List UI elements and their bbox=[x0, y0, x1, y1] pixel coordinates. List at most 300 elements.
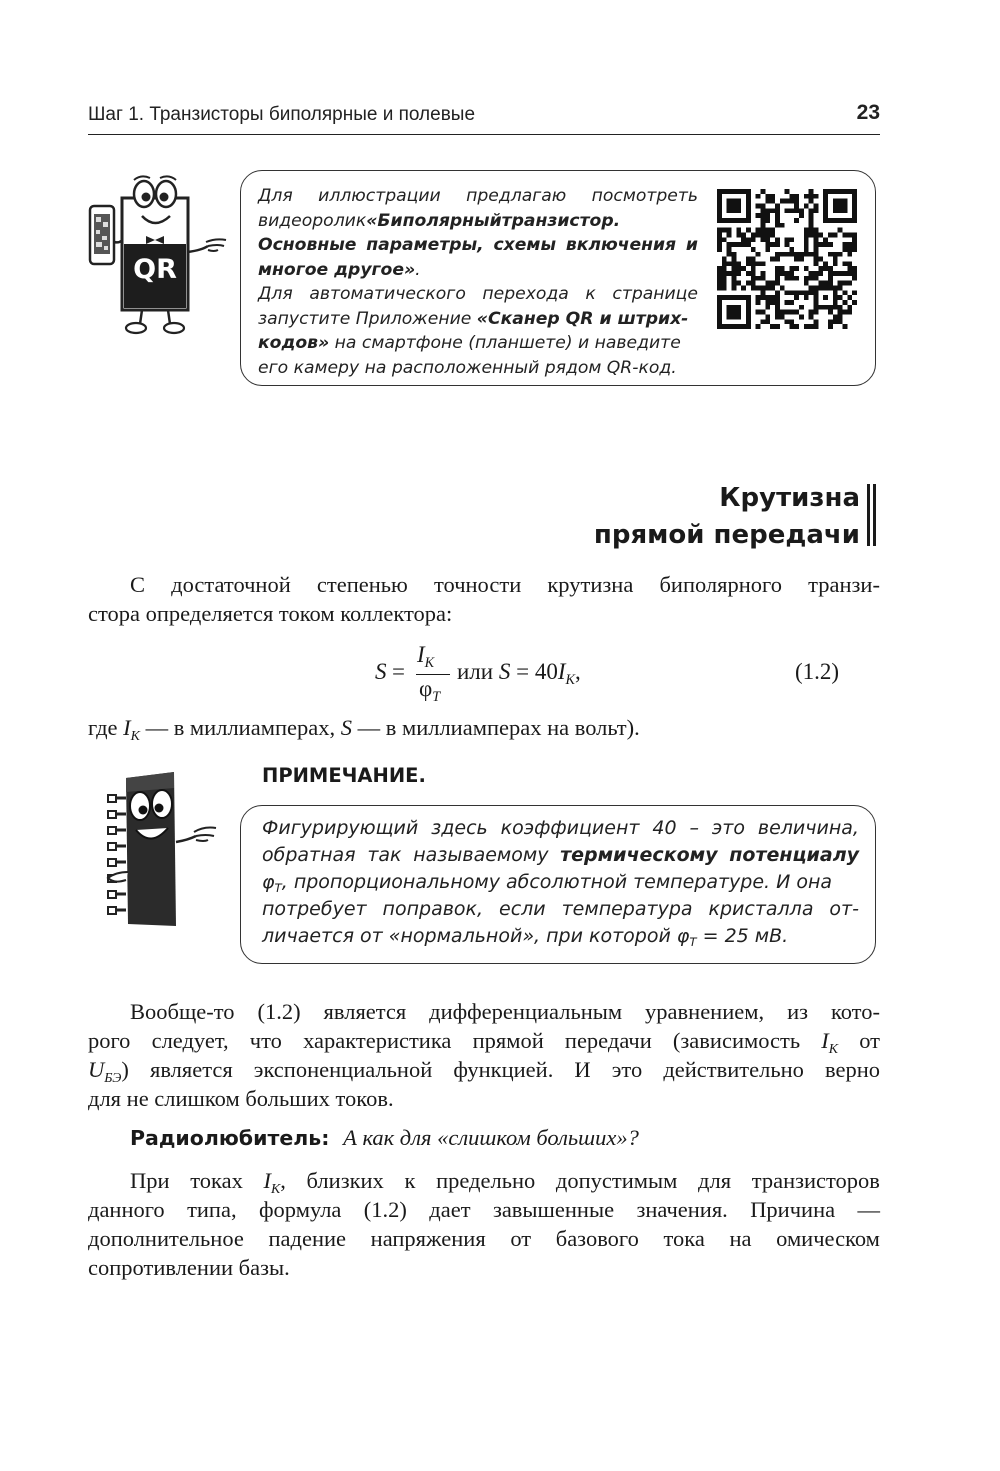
qr-module bbox=[823, 266, 828, 271]
qr-callout-line bbox=[258, 282, 698, 307]
formula-equals: = bbox=[392, 659, 405, 684]
page-number: 23 bbox=[856, 101, 880, 124]
qr-module bbox=[760, 286, 765, 291]
body2-fragment: что bbox=[249, 1028, 282, 1053]
qr-module bbox=[722, 228, 727, 233]
qr-module bbox=[828, 319, 833, 324]
qr-module bbox=[833, 252, 838, 257]
qr-module bbox=[770, 257, 775, 262]
qr-module bbox=[804, 276, 809, 281]
equation-number: (1.2) bbox=[795, 659, 840, 684]
qr-callout-run: запустите Приложение bbox=[258, 308, 477, 329]
body3-word bbox=[436, 1166, 535, 1195]
body3-word bbox=[364, 1195, 407, 1224]
body2-word bbox=[673, 1026, 800, 1055]
qr-module bbox=[736, 281, 741, 286]
note-word bbox=[367, 842, 401, 869]
qr-module bbox=[751, 257, 756, 262]
qr-module bbox=[804, 194, 809, 199]
body2-fragment: (1.2) bbox=[257, 999, 301, 1024]
qr-module bbox=[780, 271, 785, 276]
body3-line bbox=[88, 1253, 880, 1282]
body2-fragment: это bbox=[611, 1057, 643, 1082]
qr-module bbox=[775, 223, 780, 228]
qr-module bbox=[770, 199, 775, 204]
where-paragraph bbox=[88, 713, 880, 742]
section-heading-line-1: Крутизна bbox=[719, 483, 860, 513]
denominator-var: φ bbox=[419, 676, 433, 701]
intro-line bbox=[88, 570, 880, 599]
qr-module bbox=[804, 242, 809, 247]
qr-module bbox=[809, 228, 814, 233]
qr-module bbox=[843, 232, 848, 237]
qr-module bbox=[775, 266, 780, 271]
intro-word bbox=[659, 570, 782, 599]
qr-module bbox=[809, 208, 814, 213]
qr-module bbox=[731, 271, 736, 276]
note-word bbox=[708, 896, 813, 923]
fraction-bar bbox=[416, 674, 450, 675]
qr-module bbox=[770, 228, 775, 233]
qr-callout-word bbox=[482, 282, 568, 307]
qr-module bbox=[809, 213, 814, 218]
qr-module bbox=[775, 276, 780, 281]
qr-module bbox=[794, 266, 799, 271]
qr-module bbox=[814, 208, 819, 213]
qr-module bbox=[751, 232, 756, 237]
body3-fragment: падение bbox=[268, 1226, 347, 1251]
body2-fragment: верно bbox=[824, 1057, 880, 1082]
qr-module bbox=[847, 266, 852, 271]
body3-fragment: токах bbox=[190, 1168, 243, 1193]
qr-module bbox=[785, 290, 790, 295]
body3-word bbox=[307, 1166, 384, 1195]
body2-word bbox=[257, 997, 300, 1026]
qr-module bbox=[717, 266, 722, 271]
qr-callout-fragment: перехода bbox=[482, 284, 569, 304]
qr-callout-word bbox=[258, 209, 620, 234]
note-run: φ bbox=[262, 871, 275, 893]
qr-align-core bbox=[823, 295, 828, 300]
qr-module bbox=[760, 228, 765, 233]
body3-word bbox=[750, 1195, 835, 1224]
qr-module bbox=[756, 324, 761, 329]
qr-module bbox=[804, 324, 809, 329]
note-fragment: кристалла bbox=[708, 898, 814, 920]
body2-word bbox=[831, 997, 880, 1026]
qr-module bbox=[765, 315, 770, 320]
qr-callout-run: его камеру на расположенный рядом QR-код. bbox=[258, 357, 677, 378]
qr-module bbox=[775, 315, 780, 320]
qr-module bbox=[847, 242, 852, 247]
qr-module bbox=[722, 276, 727, 281]
qr-module bbox=[746, 271, 751, 276]
qr-module bbox=[717, 247, 722, 252]
qr-module bbox=[736, 232, 741, 237]
qr-module bbox=[765, 281, 770, 286]
qr-module bbox=[804, 281, 809, 286]
qr-module bbox=[852, 247, 857, 252]
body2-word bbox=[88, 1026, 130, 1055]
qr-module bbox=[828, 266, 833, 271]
body2-word bbox=[787, 997, 808, 1026]
note-line bbox=[262, 896, 859, 923]
qr-module bbox=[775, 290, 780, 295]
body3-fragment: — bbox=[857, 1197, 880, 1222]
qr-module bbox=[785, 252, 790, 257]
qr-callout-word bbox=[585, 282, 595, 307]
qr-module bbox=[794, 203, 799, 208]
body3-line bbox=[88, 1195, 880, 1224]
qr-module bbox=[852, 276, 857, 281]
body3-fragment: напряжения bbox=[370, 1226, 486, 1251]
qr-module bbox=[809, 223, 814, 228]
qr-module bbox=[751, 286, 756, 291]
qr-mascot-icon bbox=[84, 172, 234, 340]
qr-module bbox=[717, 286, 722, 291]
qr-module bbox=[731, 281, 736, 286]
qr-callout-fragment: Основные bbox=[258, 235, 357, 255]
qr-module bbox=[770, 194, 775, 199]
qr-module bbox=[727, 232, 732, 237]
body3-fragment: К bbox=[270, 1181, 281, 1197]
qr-module bbox=[823, 242, 828, 247]
qr-module bbox=[765, 319, 770, 324]
body3-word bbox=[259, 1195, 341, 1224]
body2-word bbox=[821, 1026, 838, 1055]
qr-module bbox=[760, 223, 765, 228]
qr-callout-run: на смартфоне (планшете) и наведите bbox=[329, 333, 681, 353]
qr-module bbox=[785, 242, 790, 247]
qr-module bbox=[756, 252, 761, 257]
qr-callout-run: «Сканер QR и штрих- bbox=[476, 308, 689, 329]
qr-module bbox=[814, 319, 819, 324]
note-label: ПРИМЕЧАНИЕ. bbox=[262, 764, 426, 787]
qr-module bbox=[809, 315, 814, 320]
dialog-speaker: Радиолюбитель: bbox=[130, 1126, 330, 1150]
qr-module bbox=[789, 276, 794, 281]
qr-module bbox=[756, 232, 761, 237]
body3-word bbox=[556, 1224, 639, 1253]
qr-module bbox=[756, 194, 761, 199]
qr-callout-fragment: видеоролик bbox=[258, 210, 367, 231]
qr-module bbox=[818, 281, 823, 286]
body3-fragment: дает bbox=[429, 1197, 471, 1222]
formula-rhs bbox=[457, 659, 581, 688]
body3-word bbox=[263, 1166, 285, 1195]
numerator-var: I bbox=[417, 642, 425, 667]
qr-module bbox=[751, 281, 756, 286]
qr-module bbox=[843, 310, 848, 315]
qr-module bbox=[814, 237, 819, 242]
qr-callout-fragment: транзистор. bbox=[501, 210, 621, 231]
qr-module bbox=[727, 261, 732, 266]
qr-module bbox=[775, 310, 780, 315]
body3-line bbox=[88, 1224, 880, 1253]
body2-word bbox=[565, 1026, 652, 1055]
qr-module bbox=[789, 300, 794, 305]
qr-code-icon[interactable] bbox=[717, 189, 857, 329]
qr-module bbox=[828, 232, 833, 237]
qr-module bbox=[785, 208, 790, 213]
body3-word bbox=[636, 1195, 727, 1224]
rhs-end: , bbox=[574, 659, 581, 684]
dialog-line bbox=[130, 1125, 639, 1151]
qr-module bbox=[852, 242, 857, 247]
qr-callout-word bbox=[612, 282, 698, 307]
qr-module bbox=[838, 228, 843, 233]
note-word bbox=[712, 815, 745, 842]
body2-fragment: характеристика bbox=[303, 1028, 452, 1053]
body3-fragment: дополнительное bbox=[88, 1226, 244, 1251]
qr-module bbox=[717, 281, 722, 286]
body3-fragment: транзисторов bbox=[751, 1168, 880, 1193]
qr-callout-fragment: параметры, bbox=[366, 235, 484, 255]
qr-callout-fragment: посмотреть bbox=[591, 186, 698, 206]
qr-module bbox=[852, 300, 857, 305]
note-fragment: температура bbox=[561, 898, 693, 920]
note-word bbox=[652, 815, 676, 842]
body2-fragment: уравнением, bbox=[645, 999, 765, 1024]
qr-module bbox=[760, 218, 765, 223]
qr-module bbox=[746, 237, 751, 242]
qr-module bbox=[760, 319, 765, 324]
body3-word bbox=[776, 1224, 880, 1253]
note-word bbox=[262, 896, 367, 923]
body3-fragment: для bbox=[698, 1168, 732, 1193]
qr-callout-line bbox=[258, 258, 698, 283]
where-run: — в миллиамперах, bbox=[139, 715, 341, 740]
note-fragment: потенциалу bbox=[729, 844, 859, 866]
qr-module bbox=[809, 286, 814, 291]
qr-module bbox=[852, 237, 857, 242]
note-line bbox=[262, 869, 859, 896]
qr-module bbox=[814, 203, 819, 208]
body2-word bbox=[859, 1026, 880, 1055]
qr-module bbox=[789, 271, 794, 276]
qr-module bbox=[838, 281, 843, 286]
note-fragment: 40 bbox=[652, 817, 677, 839]
note-word bbox=[383, 896, 484, 923]
qr-module bbox=[814, 276, 819, 281]
qr-callout-word bbox=[466, 184, 566, 209]
qr-module bbox=[809, 199, 814, 204]
body2-word bbox=[130, 997, 235, 1026]
qr-module bbox=[814, 324, 819, 329]
qr-module bbox=[843, 261, 848, 266]
qr-module bbox=[765, 286, 770, 291]
qr-module bbox=[741, 232, 746, 237]
qr-module bbox=[833, 257, 838, 262]
qr-module bbox=[799, 315, 804, 320]
qr-module bbox=[760, 276, 765, 281]
qr-module bbox=[843, 242, 848, 247]
qr-module bbox=[775, 203, 780, 208]
qr-module bbox=[780, 223, 785, 228]
qr-module bbox=[756, 276, 761, 281]
body2-fragment: кото- bbox=[830, 999, 880, 1024]
body3-word bbox=[88, 1224, 244, 1253]
qr-module bbox=[775, 271, 780, 276]
where-line bbox=[88, 713, 880, 742]
qr-module bbox=[741, 237, 746, 242]
body2-word bbox=[453, 1055, 553, 1084]
body3-fragment: данного bbox=[88, 1197, 165, 1222]
qr-module bbox=[809, 290, 814, 295]
note-fragment: величина, bbox=[757, 817, 859, 839]
qr-module bbox=[794, 199, 799, 204]
qr-module bbox=[794, 218, 799, 223]
qr-module bbox=[794, 194, 799, 199]
qr-module bbox=[780, 310, 785, 315]
intro-fragment: достаточной bbox=[171, 572, 291, 597]
qr-module bbox=[775, 305, 780, 310]
qr-module bbox=[785, 300, 790, 305]
qr-callout-word bbox=[309, 282, 466, 307]
qr-module bbox=[760, 290, 765, 295]
qr-module bbox=[775, 257, 780, 262]
body2-fragment: действительно bbox=[663, 1057, 804, 1082]
body2-word bbox=[254, 1055, 432, 1084]
body2-fragment: функцией. bbox=[453, 1057, 554, 1082]
section-heading bbox=[594, 480, 860, 554]
qr-module bbox=[843, 300, 848, 305]
note-fragment: Фигурирующий bbox=[262, 817, 419, 839]
qr-module bbox=[765, 242, 770, 247]
qr-module bbox=[794, 310, 799, 315]
qr-module bbox=[789, 194, 794, 199]
where-run: I bbox=[123, 715, 131, 740]
intro-fragment: С bbox=[130, 572, 146, 597]
chapter-title: Шаг 1. Транзисторы биполярные и полевые bbox=[88, 104, 476, 125]
qr-module bbox=[731, 276, 736, 281]
qr-finder-core bbox=[833, 199, 847, 213]
qr-module bbox=[717, 228, 722, 233]
qr-module bbox=[809, 324, 814, 329]
qr-module bbox=[818, 257, 823, 262]
qr-callout-word bbox=[258, 233, 356, 258]
qr-module bbox=[794, 208, 799, 213]
qr-module bbox=[756, 261, 761, 266]
qr-module bbox=[804, 228, 809, 233]
body3-fragment: базового bbox=[555, 1226, 639, 1251]
body3-fragment: близких bbox=[306, 1168, 384, 1193]
formula-middle: или bbox=[457, 659, 499, 684]
qr-module bbox=[717, 271, 722, 276]
qr-module bbox=[765, 199, 770, 204]
body2-run: для не слишком больших токов. bbox=[88, 1086, 394, 1111]
qr-module bbox=[717, 276, 722, 281]
qr-callout-word bbox=[566, 233, 676, 258]
qr-callout-word bbox=[592, 184, 698, 209]
qr-module bbox=[722, 237, 727, 242]
qr-finder-core bbox=[727, 305, 741, 319]
qr-module bbox=[785, 189, 790, 194]
qr-module bbox=[727, 247, 732, 252]
qr-module bbox=[775, 208, 780, 213]
body2-word bbox=[473, 1026, 544, 1055]
qr-module bbox=[828, 242, 833, 247]
qr-module bbox=[722, 257, 727, 262]
body2-word bbox=[825, 1055, 880, 1084]
qr-callout-line bbox=[258, 307, 698, 332]
body2-fragment: является bbox=[323, 999, 407, 1024]
body2-line bbox=[88, 1026, 880, 1055]
body3-line bbox=[88, 1166, 880, 1195]
note-fragment: – bbox=[689, 817, 699, 839]
qr-module bbox=[794, 290, 799, 295]
qr-module bbox=[838, 271, 843, 276]
qr-module bbox=[756, 203, 761, 208]
body3-fragment: от bbox=[510, 1226, 532, 1251]
qr-module bbox=[809, 310, 814, 315]
qr-callout-fragment: предлагаю bbox=[466, 186, 567, 206]
qr-module bbox=[775, 281, 780, 286]
qr-module bbox=[833, 319, 838, 324]
qr-callout-word bbox=[318, 184, 441, 209]
formula-denominator bbox=[419, 676, 441, 705]
qr-module bbox=[775, 324, 780, 329]
chip-mascot-drawing bbox=[96, 768, 224, 928]
intro-word bbox=[434, 570, 521, 599]
qr-callout-run: кодов» bbox=[258, 333, 330, 353]
body2-fragment: является bbox=[150, 1057, 233, 1082]
note-line bbox=[262, 923, 859, 950]
qr-module bbox=[814, 228, 819, 233]
qr-module bbox=[843, 271, 848, 276]
intro-fragment: транзи- bbox=[808, 572, 880, 597]
note-fragment: так bbox=[367, 844, 402, 866]
qr-module bbox=[809, 189, 814, 194]
qr-module bbox=[746, 228, 751, 233]
qr-module bbox=[756, 295, 761, 300]
qr-module bbox=[838, 315, 843, 320]
note-fragment: обратная bbox=[262, 844, 356, 866]
qr-callout-line bbox=[258, 209, 698, 234]
qr-module bbox=[727, 242, 732, 247]
body2-fragment: БЭ bbox=[104, 1070, 122, 1086]
body3-run: сопротивлении базы. bbox=[88, 1255, 290, 1280]
qr-module bbox=[731, 252, 736, 257]
qr-module bbox=[780, 286, 785, 291]
body3-fragment: формула bbox=[258, 1197, 342, 1222]
qr-module bbox=[804, 203, 809, 208]
body3-fragment: на bbox=[729, 1226, 752, 1251]
qr-module bbox=[833, 271, 838, 276]
body3-fragment: омическом bbox=[776, 1226, 880, 1251]
body3-word bbox=[858, 1195, 881, 1224]
qr-module bbox=[770, 232, 775, 237]
qr-module bbox=[751, 271, 756, 276]
rhs-eq: = 40 bbox=[510, 659, 558, 684]
body3-word bbox=[187, 1195, 237, 1224]
qr-module bbox=[833, 261, 838, 266]
intro-fragment: степенью bbox=[316, 572, 408, 597]
qr-module bbox=[809, 218, 814, 223]
note-run: Т bbox=[689, 935, 697, 950]
body2-word bbox=[574, 1055, 590, 1084]
qr-module bbox=[717, 232, 722, 237]
qr-module bbox=[838, 252, 843, 257]
running-header bbox=[88, 101, 880, 135]
qr-module bbox=[746, 261, 751, 266]
body3-word bbox=[729, 1224, 751, 1253]
body2-word bbox=[645, 997, 764, 1026]
qr-module bbox=[775, 252, 780, 257]
qr-module bbox=[731, 261, 736, 266]
qr-module bbox=[818, 266, 823, 271]
qr-module bbox=[823, 237, 828, 242]
